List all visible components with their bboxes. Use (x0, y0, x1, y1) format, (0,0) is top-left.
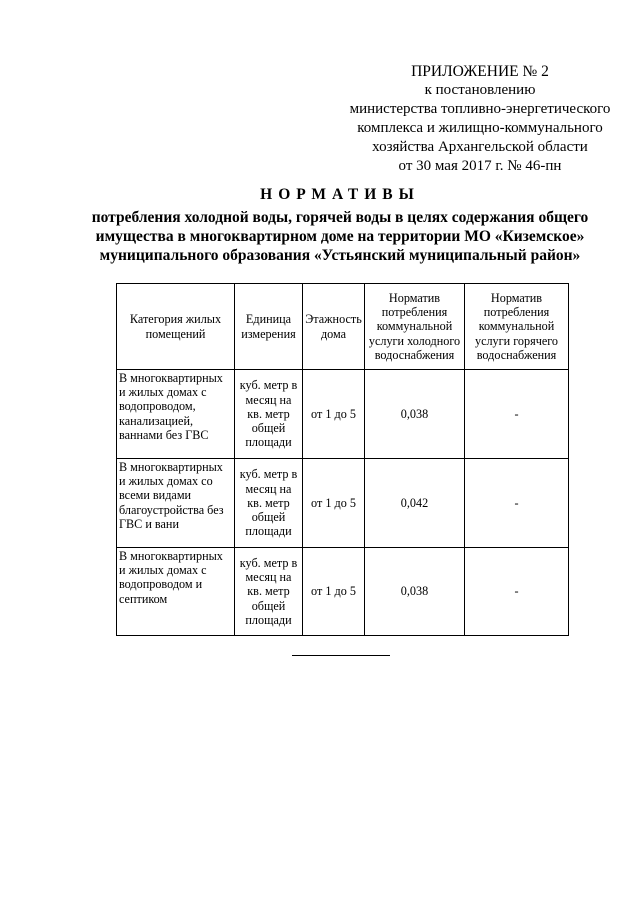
appendix-line: министерства топливно-энергетического (349, 101, 611, 117)
cell-unit: куб. метр в месяц на кв. метр общей площади (235, 459, 303, 548)
document-title (60, 185, 620, 265)
appendix-line: к постановлению (424, 82, 536, 98)
end-divider (292, 655, 390, 656)
norms-table (116, 283, 569, 636)
cell-cold-water: 0,038 (365, 370, 465, 459)
title-line: потребления холодной воды, горячей воды в целях содержания общего (91, 209, 589, 226)
appendix-date: от 30 мая 2017 г. № 46-пн (398, 158, 562, 174)
title-line: имущества в многоквартирном доме на территории МО «Киземское» (95, 228, 585, 245)
table-row (117, 548, 569, 636)
title-heading: НОРМАТИВЫ (260, 186, 420, 203)
cell-category: В многоквартирных и жилых домах со всеми видами благоустройства без ГВС и вани (117, 459, 235, 548)
title-line: муниципального образования «Устьянский муниципальный район» (99, 247, 581, 264)
header-unit: Единица измерения (235, 284, 303, 370)
cell-cold-water: 0,038 (365, 548, 465, 636)
header-category: Категория жилых помещений (117, 284, 235, 370)
header-floors: Этажность дома (303, 284, 365, 370)
cell-hot-water: - (465, 548, 569, 636)
cell-hot-water: - (465, 459, 569, 548)
header-cold-water: Норматив потребления коммунальной услуги холодного водоснабжения (365, 284, 465, 370)
appendix-title: ПРИЛОЖЕНИЕ № 2 (411, 63, 549, 80)
cell-floors: от 1 до 5 (303, 370, 365, 459)
cell-category: В многоквартирных и жилых домах с водопроводом, канализацией, ваннами без ГВС (117, 370, 235, 459)
cell-unit: куб. метр в месяц на кв. метр общей площади (235, 370, 303, 459)
cell-hot-water: - (465, 370, 569, 459)
appendix-line: комплекса и жилищно-коммунального (357, 120, 603, 136)
cell-category: В многоквартирных и жилых домах с водопроводом и септиком (117, 548, 235, 636)
appendix-block (340, 62, 620, 176)
cell-cold-water: 0,042 (365, 459, 465, 548)
appendix-line: хозяйства Архангельской области (372, 139, 588, 155)
cell-floors: от 1 до 5 (303, 548, 365, 636)
cell-floors: от 1 до 5 (303, 459, 365, 548)
table-row (117, 459, 569, 548)
table-row (117, 370, 569, 459)
cell-unit: куб. метр в месяц на кв. метр общей площади (235, 548, 303, 636)
header-hot-water: Норматив потребления коммунальной услуги горячего водоснабжения (465, 284, 569, 370)
table-header-row (117, 284, 569, 370)
